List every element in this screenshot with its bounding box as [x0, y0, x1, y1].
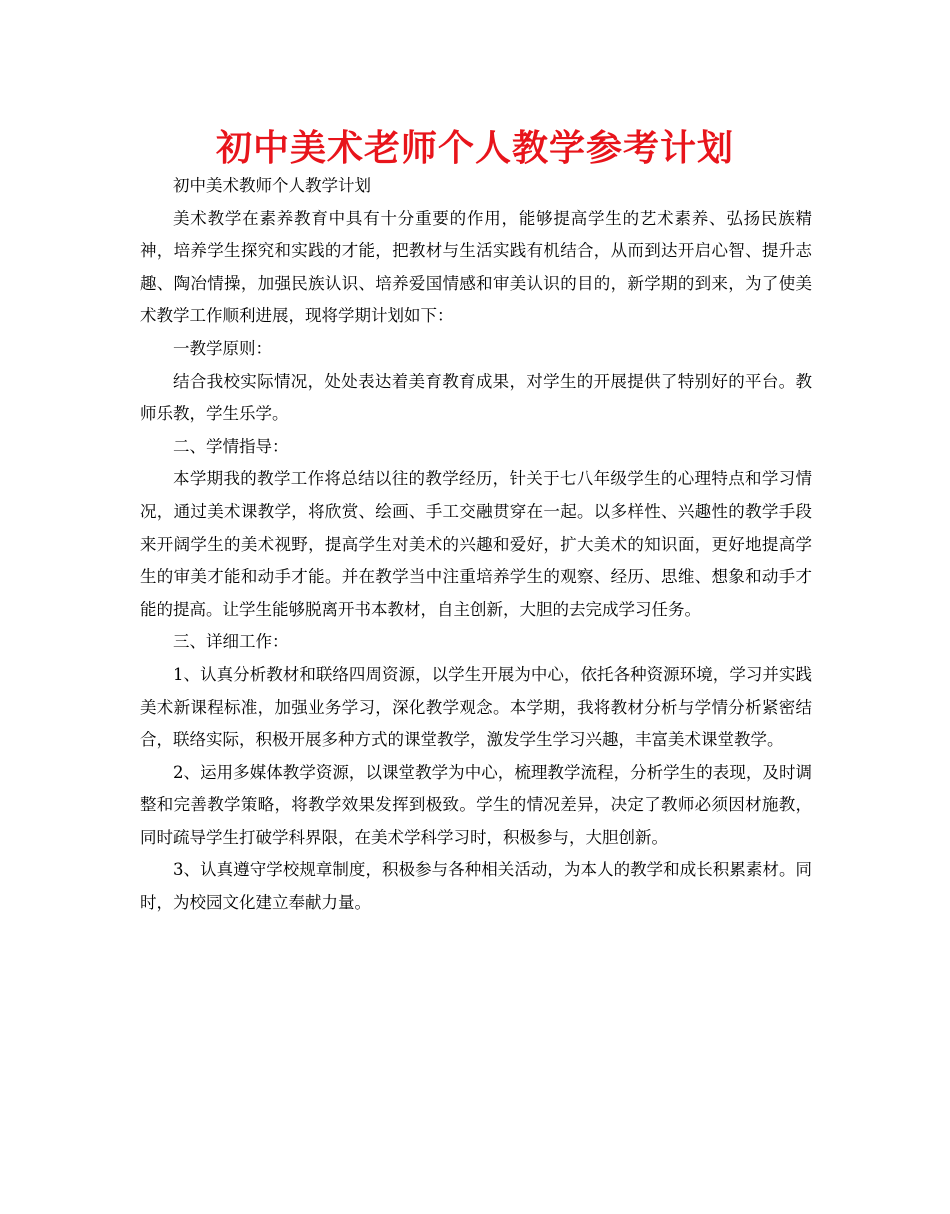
principles-paragraph: 结合我校实际情况，处处表达着美育教育成果，对学生的开展提供了特别好的平台。教师乐教，学生乐学。 [140, 371, 812, 424]
section-heading-detailed-work: 三、详细工作： [173, 632, 289, 652]
section-heading-principles: 一教学原则： [173, 338, 272, 358]
intro-paragraph: 美术教学在素养教育中具有十分重要的作用，能够提高学生的艺术素养、弘扬民族精神，培养学生探究和实践的才能，把教材与生活实践有机结合，从而到达开启心智、提升志趣、陶冶情操，加强民族认识、培养爱国情感和审美认识的目的，新学期的到来，为了使美术教学工作顺利进展，现将学期计划如下： [140, 208, 812, 326]
document-subtitle: 初中美术教师个人教学计划 [173, 176, 371, 195]
work-item-2: 2、运用多媒体教学资源，以课堂教学为中心，梳理教学流程，分析学生的表现，及时调整和完善教学策略，将教学效果发挥到极致。学生的情况差异，决定了教师必须因材施教，同时疏导学生打破学科界限，在美术学科学习时，积极参与，大胆创新。 [140, 762, 812, 847]
student-guidance-paragraph: 本学期我的教学工作将总结以往的教学经历，针关于七八年级学生的心理特点和学习情况，通过美术课教学，将欣赏、绘画、手工交融贯穿在一起。以多样性、兴趣性的教学手段来开阔学生的美术视野，提高学生对美术的兴趣和爱好，扩大美术的知识面，更好地提高学生的审美才能和动手才能。并在教学当中注重培养学生的观察、经历、思维、想象和动手才能的提高。让学生能够脱离开书本教材，自主创新，大胆的去完成学习任务。 [140, 469, 812, 619]
document-body [140, 170, 812, 920]
document-title: 初中美术老师个人教学参考计划 [215, 128, 734, 169]
work-item-3: 3、认真遵守学校规章制度，积极参与各种相关活动，为本人的教学和成长积累素材。同时，为校园文化建立奉献力量。 [140, 860, 812, 913]
work-item-1: 1、认真分析教材和联络四周资源，以学生开展为中心，依托各种资源环境，学习并实践美术新课程标准，加强业务学习，深化教学观念。本学期，我将教材分析与学情分析紧密结合，联络实际，积极开展多种方式的课堂教学，激发学生学习兴趣，丰富美术课堂教学。 [140, 664, 812, 750]
section-heading-student-guidance: 二、学情指导： [173, 436, 289, 456]
